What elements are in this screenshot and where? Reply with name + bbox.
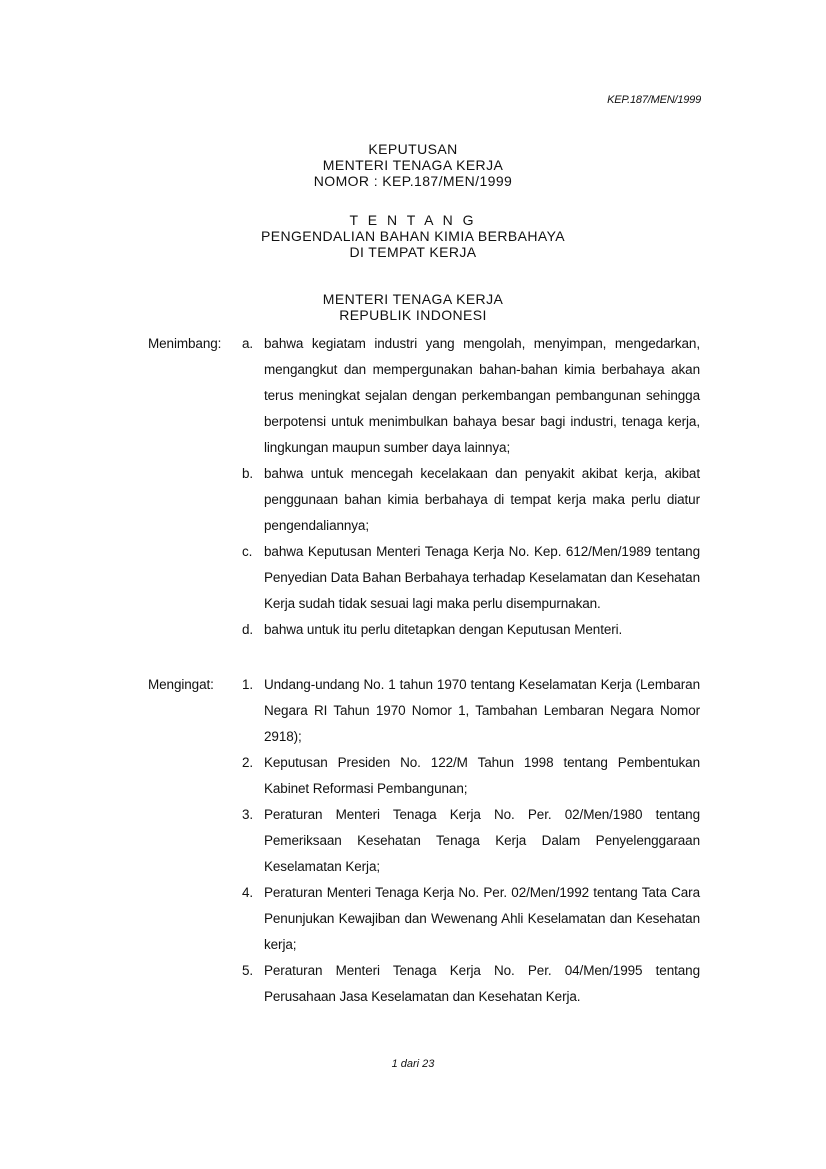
title-line-3: NOMOR : KEP.187/MEN/1999: [313, 173, 513, 189]
item-marker: 2.: [242, 755, 254, 770]
issuer-line-1: MENTERI TENAGA KERJA: [322, 291, 504, 307]
item-text: bahwa untuk mencegah kecelakaan dan penyakit akibat kerja, akibat penggunaan bahan kimia berbahaya di tempat kerja maka perlu diatur pengendaliannya;: [264, 466, 700, 533]
decree-title: [0, 141, 826, 189]
item-text: bahwa untuk itu perlu ditetapkan dengan Keputusan Menteri.: [264, 622, 623, 637]
title-line-1: KEPUTUSAN: [368, 141, 458, 157]
item-text: Peraturan Menteri Tenaga Kerja No. Per. 04/Men/1995 tentang Perusahaan Jasa Keselamatan dan Kesehatan Kerja.: [264, 963, 700, 1004]
item-text: bahwa Keputusan Menteri Tenaga Kerja No. Kep. 612/Men/1989 tentang Penyedian Data Bahan Berbahaya terhadap Keselamatan dan Kesehatan Kerja sudah tidak sesuai lagi maka perlu disempurnakan.: [264, 544, 700, 611]
subject-line-1: PENGENDALIAN BAHAN KIMIA BERBAHAYA: [260, 228, 566, 244]
menimbang-item-a: [148, 331, 700, 461]
menimbang-item-b: [148, 461, 700, 539]
item-marker: d.: [242, 622, 254, 637]
item-marker: b.: [242, 466, 254, 481]
item-marker: 4.: [242, 885, 254, 900]
decree-issuer: [0, 291, 826, 323]
item-text: Keputusan Presiden No. 122/M Tahun 1998 tentang Pembentukan Kabinet Reformasi Pembangunan;: [264, 755, 700, 796]
decree-subject: [0, 212, 826, 260]
menimbang-item-d: [148, 617, 700, 643]
item-text: Undang-undang No. 1 tahun 1970 tentang Keselamatan Kerja (Lembaran Negara RI Tahun 1970 Nomor 1, Tambahan Lembaran Negara Nomor 2918);: [264, 677, 700, 744]
mengingat-item-2: [148, 750, 700, 802]
item-marker: a.: [242, 336, 254, 351]
item-marker: c.: [242, 544, 253, 559]
mengingat-item-1: [148, 672, 700, 750]
mengingat-item-4: [148, 880, 700, 958]
item-marker: 1.: [242, 677, 254, 692]
subject-line-2: DI TEMPAT KERJA: [349, 244, 477, 260]
mengingat-item-3: [148, 802, 700, 880]
menimbang-label: Menimbang:: [148, 336, 222, 351]
mengingat-item-5: [148, 958, 700, 1010]
mengingat-label: Mengingat:: [148, 677, 214, 692]
item-text: Peraturan Menteri Tenaga Kerja No. Per. 02/Men/1992 tentang Tata Cara Penunjukan Kewajiban dan Wewenang Ahli Keselamatan dan Kesehatan kerja;: [264, 885, 700, 952]
title-line-2: MENTERI TENAGA KERJA: [322, 157, 504, 173]
document-reference: KEP.187/MEN/1999: [607, 94, 701, 106]
mengingat-section: [148, 672, 700, 1010]
tentang-heading: T E N T A N G: [349, 212, 477, 228]
page-number: 1 dari 23: [391, 1058, 435, 1070]
issuer-line-2: REPUBLIK INDONESI: [339, 307, 487, 323]
item-marker: 5.: [242, 963, 254, 978]
menimbang-item-c: [148, 539, 700, 617]
item-text: bahwa kegiatam industri yang mengolah, menyimpan, mengedarkan, mengangkut dan mempergunakan bahan-bahan kimia berbahaya akan terus meningkat sejalan dengan perkembangan pembangunan sehingga berpotensi untuk menimbulkan bahaya besar bagi industri, tenaga kerja, lingkungan maupun sumber daya lainnya;: [264, 336, 700, 455]
menimbang-section: [148, 331, 700, 643]
item-marker: 3.: [242, 807, 254, 822]
item-text: Peraturan Menteri Tenaga Kerja No. Per. 02/Men/1980 tentang Pemeriksaan Kesehatan Tenaga Kerja Dalam Penyelenggaraan Keselamatan Kerja;: [264, 807, 700, 874]
